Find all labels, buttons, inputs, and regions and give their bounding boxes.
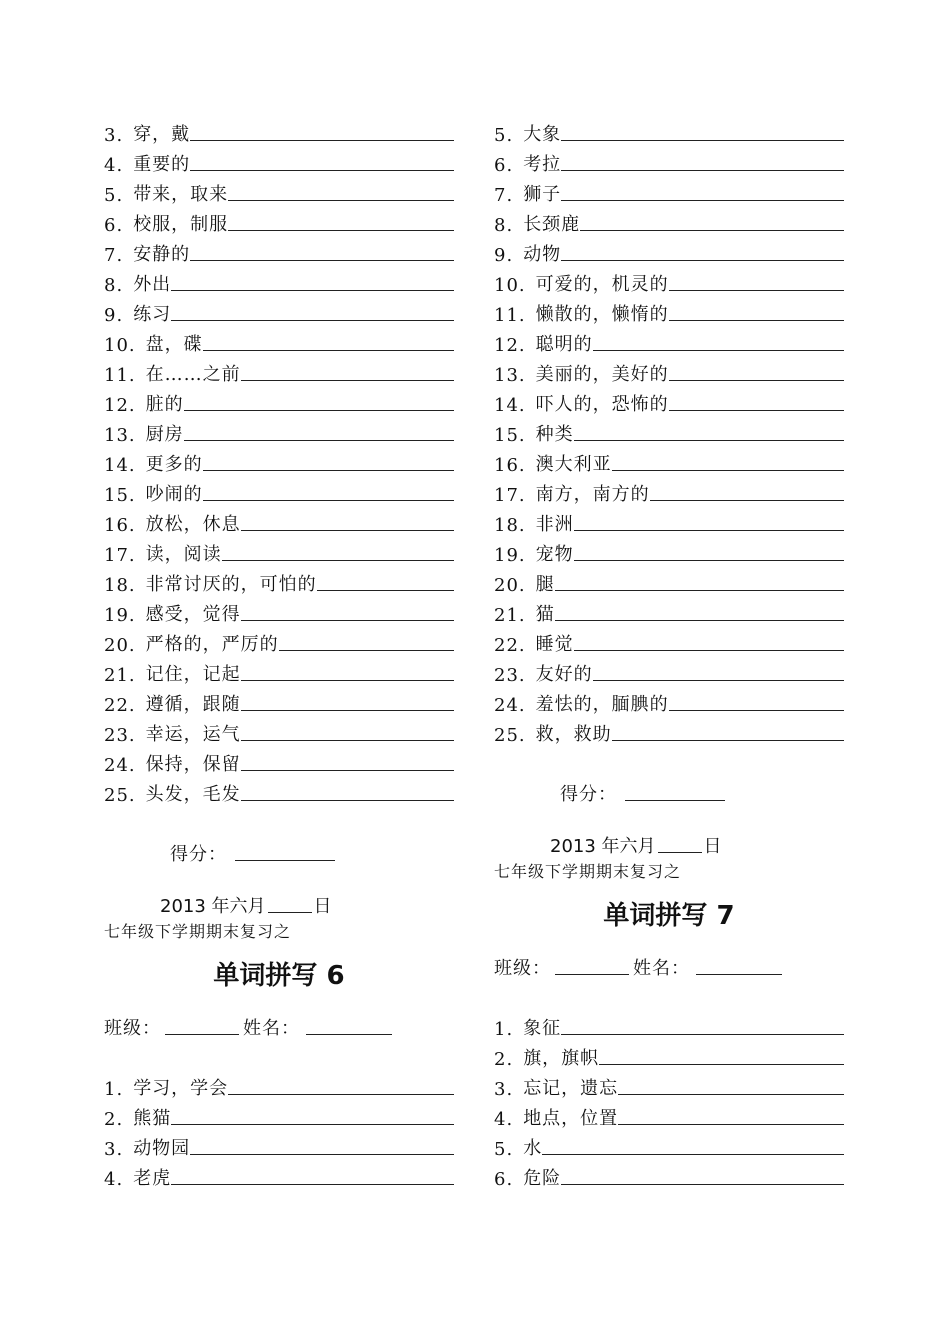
answer-blank[interactable]	[190, 120, 454, 141]
item-number: 5.	[494, 125, 514, 146]
item-word: 读，阅读	[145, 544, 222, 565]
item-number: 13.	[494, 365, 526, 386]
item-number: 8.	[494, 215, 514, 236]
answer-blank[interactable]	[669, 690, 844, 711]
item-number: 20.	[104, 635, 136, 656]
item-number: 11.	[104, 365, 136, 386]
item-word: 聪明的	[535, 334, 593, 355]
item-word: 救，救助	[535, 724, 612, 745]
name-label: 姓名：	[633, 958, 690, 979]
item-word: 保持，保留	[145, 754, 241, 775]
date-suffix: 日	[313, 896, 332, 917]
answer-blank[interactable]	[561, 180, 844, 201]
answer-blank[interactable]	[599, 1044, 844, 1065]
item-word: 可爱的，机灵的	[535, 274, 669, 295]
answer-blank[interactable]	[241, 750, 454, 771]
item-word: 大象	[523, 124, 562, 145]
answer-blank[interactable]	[574, 420, 844, 441]
right-column	[494, 116, 844, 1190]
day-blank[interactable]	[268, 896, 312, 913]
answer-blank[interactable]	[555, 600, 844, 621]
list-item	[494, 596, 844, 626]
item-number: 20.	[494, 575, 526, 596]
item-number: 6.	[494, 1169, 514, 1190]
item-word: 重要的	[133, 154, 191, 175]
item-number: 22.	[494, 635, 526, 656]
list-item	[104, 386, 454, 416]
item-word: 动物园	[133, 1138, 191, 1159]
left-column	[104, 116, 454, 1190]
item-number: 9.	[104, 305, 124, 326]
item-number: 19.	[104, 605, 136, 626]
item-word: 忘记，遗忘	[523, 1078, 619, 1099]
list-item	[494, 1100, 844, 1130]
answer-blank[interactable]	[190, 240, 454, 261]
score-line	[494, 776, 844, 806]
spacer	[494, 882, 844, 892]
answer-blank[interactable]	[561, 1014, 844, 1035]
list-item	[494, 236, 844, 266]
item-number: 2.	[104, 1109, 124, 1130]
item-number: 3.	[104, 125, 124, 146]
item-word: 厨房	[145, 424, 184, 445]
item-number: 17.	[494, 485, 526, 506]
answer-blank[interactable]	[171, 270, 454, 291]
item-word: 学习，学会	[133, 1078, 229, 1099]
section-subtitle: 七年级下学期期末复习之	[104, 922, 292, 941]
item-number: 7.	[104, 245, 124, 266]
date-suffix: 日	[703, 836, 722, 857]
item-number: 24.	[104, 755, 136, 776]
list-item	[104, 536, 454, 566]
answer-blank[interactable]	[542, 1134, 844, 1155]
answer-blank[interactable]	[317, 570, 454, 591]
answer-blank[interactable]	[574, 510, 844, 531]
list-item	[104, 326, 454, 356]
name-field[interactable]	[306, 1014, 392, 1035]
answer-blank[interactable]	[203, 450, 454, 471]
score-label: 得分：	[170, 844, 227, 865]
item-number: 15.	[104, 485, 136, 506]
item-word: 放松，休息	[145, 514, 241, 535]
item-word: 严格的，严厉的	[145, 634, 279, 655]
answer-blank[interactable]	[222, 540, 454, 561]
left-list-a	[104, 116, 454, 806]
list-item	[494, 1070, 844, 1100]
item-word: 穿，戴	[133, 124, 191, 145]
item-number: 4.	[494, 1109, 514, 1130]
item-word: 宠物	[535, 544, 574, 565]
score-blank[interactable]	[625, 780, 725, 801]
spacer	[494, 980, 844, 1010]
item-number: 8.	[104, 275, 124, 296]
date-prefix: 2013 年六月	[160, 896, 266, 917]
section-title: 单词拼写 6	[213, 961, 345, 991]
list-item	[494, 566, 844, 596]
item-word: 腿	[535, 574, 555, 595]
item-word: 头发，毛发	[145, 784, 241, 805]
item-number: 4.	[104, 155, 124, 176]
class-name-line	[104, 1010, 454, 1040]
right-list-a	[494, 116, 844, 746]
item-word: 安静的	[133, 244, 191, 265]
answer-blank[interactable]	[241, 780, 454, 801]
item-number: 12.	[104, 395, 136, 416]
item-number: 18.	[104, 575, 136, 596]
item-number: 21.	[104, 665, 136, 686]
answer-blank[interactable]	[228, 1074, 454, 1095]
item-number: 13.	[104, 425, 136, 446]
answer-blank[interactable]	[184, 390, 454, 411]
item-number: 17.	[104, 545, 136, 566]
list-item	[494, 1130, 844, 1160]
spacer	[104, 806, 454, 836]
answer-blank[interactable]	[669, 300, 844, 321]
item-word: 旗，旗帜	[523, 1048, 600, 1069]
item-word: 长颈鹿	[523, 214, 581, 235]
answer-blank[interactable]	[669, 360, 844, 381]
item-number: 22.	[104, 695, 136, 716]
item-word: 澳大利亚	[535, 454, 612, 475]
list-item	[494, 206, 844, 236]
item-word: 在……之前	[145, 364, 241, 385]
item-word: 羞怯的，腼腆的	[535, 694, 669, 715]
answer-blank[interactable]	[618, 1104, 844, 1125]
list-item	[104, 356, 454, 386]
item-word: 记住，记起	[145, 664, 241, 685]
answer-blank[interactable]	[241, 690, 454, 711]
name-field[interactable]	[696, 954, 782, 975]
item-number: 10.	[494, 275, 526, 296]
answer-blank[interactable]	[561, 240, 844, 261]
answer-blank[interactable]	[618, 1074, 844, 1095]
spacer	[494, 806, 844, 828]
date-line	[104, 888, 454, 918]
item-word: 练习	[133, 304, 172, 325]
answer-blank[interactable]	[241, 510, 454, 531]
item-number: 21.	[494, 605, 526, 626]
item-number: 25.	[494, 725, 526, 746]
spacer	[494, 746, 844, 776]
answer-blank[interactable]	[203, 480, 454, 501]
answer-blank[interactable]	[184, 420, 454, 441]
list-item	[494, 356, 844, 386]
item-number: 2.	[494, 1049, 514, 1070]
section-subtitle: 七年级下学期期末复习之	[494, 862, 682, 881]
answer-blank[interactable]	[228, 210, 454, 231]
item-word: 校服，制服	[133, 214, 229, 235]
item-word: 吵闹的	[145, 484, 203, 505]
item-number: 25.	[104, 785, 136, 806]
list-item	[104, 146, 454, 176]
list-item	[494, 296, 844, 326]
score-label: 得分：	[560, 784, 617, 805]
list-item	[104, 476, 454, 506]
item-word: 遵循，跟随	[145, 694, 241, 715]
answer-blank[interactable]	[241, 660, 454, 681]
item-number: 4.	[104, 1169, 124, 1190]
item-word: 老虎	[133, 1168, 172, 1189]
item-word: 盘，碟	[145, 334, 203, 355]
item-word: 吓人的，恐怖的	[535, 394, 669, 415]
list-item	[104, 1100, 454, 1130]
list-item	[104, 206, 454, 236]
list-item	[494, 326, 844, 356]
list-item	[494, 506, 844, 536]
item-number: 19.	[494, 545, 526, 566]
answer-blank[interactable]	[574, 540, 844, 561]
list-item	[104, 566, 454, 596]
item-number: 14.	[104, 455, 136, 476]
item-word: 友好的	[535, 664, 593, 685]
item-word: 感受，觉得	[145, 604, 241, 625]
list-item	[494, 1040, 844, 1070]
answer-blank[interactable]	[580, 210, 844, 231]
spacer	[104, 866, 454, 888]
item-word: 动物	[523, 244, 562, 265]
list-item	[104, 296, 454, 326]
item-word: 睡觉	[535, 634, 574, 655]
answer-blank[interactable]	[612, 450, 844, 471]
item-number: 5.	[494, 1139, 514, 1160]
class-field[interactable]	[555, 954, 629, 975]
answer-blank[interactable]	[612, 720, 844, 741]
spacer	[104, 1040, 454, 1070]
item-number: 16.	[494, 455, 526, 476]
item-number: 6.	[104, 215, 124, 236]
class-label: 班级：	[104, 1018, 161, 1039]
class-label: 班级：	[494, 958, 551, 979]
answer-blank[interactable]	[561, 150, 844, 171]
score-line	[104, 836, 454, 866]
list-item	[494, 146, 844, 176]
item-word: 狮子	[523, 184, 562, 205]
list-item	[104, 596, 454, 626]
date-line	[494, 828, 844, 858]
answer-blank[interactable]	[593, 330, 844, 351]
list-item	[104, 236, 454, 266]
item-number: 10.	[104, 335, 136, 356]
list-item	[494, 176, 844, 206]
answer-blank[interactable]	[203, 330, 454, 351]
answer-blank[interactable]	[171, 1104, 454, 1125]
item-word: 更多的	[145, 454, 203, 475]
answer-blank[interactable]	[241, 600, 454, 621]
item-number: 5.	[104, 185, 124, 206]
answer-blank[interactable]	[561, 120, 844, 141]
answer-blank[interactable]	[190, 150, 454, 171]
list-item	[104, 656, 454, 686]
list-item	[104, 416, 454, 446]
list-item	[494, 716, 844, 746]
item-number: 23.	[104, 725, 136, 746]
answer-blank[interactable]	[555, 570, 844, 591]
spacer	[104, 992, 454, 1010]
item-number: 15.	[494, 425, 526, 446]
list-item	[494, 446, 844, 476]
right-list-b	[494, 1010, 844, 1190]
item-number: 1.	[494, 1019, 514, 1040]
list-item	[494, 1010, 844, 1040]
list-item	[104, 266, 454, 296]
section-title: 单词拼写 7	[603, 901, 735, 931]
item-number: 3.	[494, 1079, 514, 1100]
list-item	[104, 626, 454, 656]
item-number: 16.	[104, 515, 136, 536]
answer-blank[interactable]	[171, 1164, 454, 1185]
list-item	[104, 746, 454, 776]
list-item	[104, 686, 454, 716]
list-item	[104, 1070, 454, 1100]
item-word: 带来，取来	[133, 184, 229, 205]
list-item	[104, 176, 454, 206]
list-item	[494, 656, 844, 686]
item-word: 象征	[523, 1018, 562, 1039]
answer-blank[interactable]	[669, 390, 844, 411]
answer-blank[interactable]	[669, 270, 844, 291]
list-item	[494, 536, 844, 566]
list-item	[494, 1160, 844, 1190]
list-item	[494, 116, 844, 146]
item-number: 9.	[494, 245, 514, 266]
item-word: 南方，南方的	[535, 484, 650, 505]
answer-blank[interactable]	[190, 1134, 454, 1155]
class-field[interactable]	[165, 1014, 239, 1035]
list-item	[104, 1160, 454, 1190]
item-number: 18.	[494, 515, 526, 536]
answer-blank[interactable]	[650, 480, 844, 501]
list-item	[104, 1130, 454, 1160]
answer-blank[interactable]	[561, 1164, 844, 1185]
answer-blank[interactable]	[228, 180, 454, 201]
list-item	[494, 386, 844, 416]
date-prefix: 2013 年六月	[550, 836, 656, 857]
item-number: 14.	[494, 395, 526, 416]
answer-blank[interactable]	[171, 300, 454, 321]
left-list-b	[104, 1070, 454, 1190]
list-item	[494, 626, 844, 656]
item-number: 24.	[494, 695, 526, 716]
class-name-line	[494, 950, 844, 980]
day-blank[interactable]	[658, 836, 702, 853]
list-item	[104, 506, 454, 536]
spacer	[104, 942, 454, 952]
item-number: 1.	[104, 1079, 124, 1100]
item-word: 危险	[523, 1168, 562, 1189]
item-number: 23.	[494, 665, 526, 686]
list-item	[104, 116, 454, 146]
answer-blank[interactable]	[241, 360, 454, 381]
answer-blank[interactable]	[593, 660, 844, 681]
item-number: 6.	[494, 155, 514, 176]
answer-blank[interactable]	[279, 630, 454, 651]
item-word: 熊猫	[133, 1108, 172, 1129]
item-word: 猫	[535, 604, 555, 625]
item-word: 水	[523, 1138, 543, 1159]
item-word: 脏的	[145, 394, 184, 415]
item-word: 非洲	[535, 514, 574, 535]
list-item	[104, 776, 454, 806]
list-item	[494, 416, 844, 446]
item-number: 11.	[494, 305, 526, 326]
name-label: 姓名：	[243, 1018, 300, 1039]
answer-blank[interactable]	[574, 630, 844, 651]
item-word: 考拉	[523, 154, 562, 175]
item-word: 非常讨厌的，可怕的	[145, 574, 317, 595]
list-item	[494, 686, 844, 716]
item-number: 7.	[494, 185, 514, 206]
item-word: 懒散的，懒惰的	[535, 304, 669, 325]
item-word: 外出	[133, 274, 172, 295]
list-item	[494, 476, 844, 506]
item-number: 3.	[104, 1139, 124, 1160]
item-word: 幸运，运气	[145, 724, 241, 745]
item-word: 地点，位置	[523, 1108, 619, 1129]
item-number: 12.	[494, 335, 526, 356]
list-item	[494, 266, 844, 296]
list-item	[104, 446, 454, 476]
list-item	[104, 716, 454, 746]
spacer	[494, 932, 844, 950]
answer-blank[interactable]	[241, 720, 454, 741]
item-word: 种类	[535, 424, 574, 445]
score-blank[interactable]	[235, 840, 335, 861]
item-word: 美丽的，美好的	[535, 364, 669, 385]
